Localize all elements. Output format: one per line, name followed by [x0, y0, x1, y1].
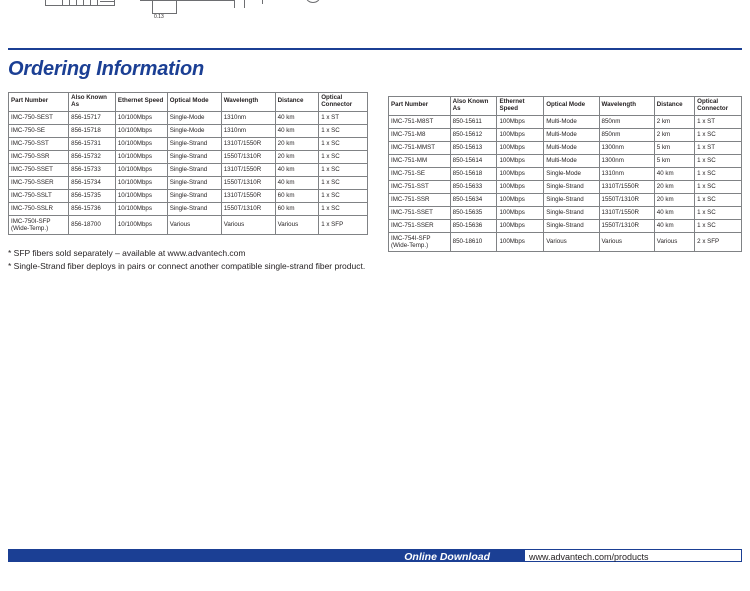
cell-part-number: IMC-751-M8 [389, 128, 451, 141]
cell-optical-mode: Single-Strand [167, 202, 221, 215]
table-row [389, 141, 742, 154]
cell-distance: 60 km [275, 202, 319, 215]
table-row [9, 202, 368, 215]
table-row [389, 219, 742, 232]
table-row [389, 180, 742, 193]
cell-distance: 40 km [275, 111, 319, 124]
cell-optical-mode: Multi-Mode [544, 141, 599, 154]
cell-optical-connector: 1 x SC [695, 167, 742, 180]
cell-ethernet-speed: 100Mbps [497, 154, 544, 167]
cell-part-number: IMC-750-SSLR [9, 202, 69, 215]
table-header-row [389, 97, 742, 116]
column-header-also-known-as: Also Known As [450, 97, 497, 116]
cell-also-known-as: 856-18700 [69, 215, 116, 234]
cell-also-known-as: 850-15634 [450, 193, 497, 206]
section-divider [8, 48, 742, 50]
cell-optical-connector: 1 x SC [319, 189, 368, 202]
cell-ethernet-speed: 100Mbps [497, 206, 544, 219]
cell-also-known-as: 856-15732 [69, 150, 116, 163]
cell-optical-mode: Multi-Mode [544, 115, 599, 128]
cell-distance: 60 km [275, 189, 319, 202]
cell-part-number: IMC-750-SSER [9, 176, 69, 189]
cell-part-number: IMC-751-M8ST [389, 115, 451, 128]
cell-distance: 2 km [654, 128, 694, 141]
cell-also-known-as: 850-15633 [450, 180, 497, 193]
column-header-also-known-as: Also Known As [69, 93, 116, 112]
cell-part-number: IMC-751-SE [389, 167, 451, 180]
cell-part-number: IMC-750-SST [9, 137, 69, 150]
cell-ethernet-speed: 10/100Mbps [115, 189, 167, 202]
cell-also-known-as: 850-15635 [450, 206, 497, 219]
cell-optical-connector: 1 x SC [695, 219, 742, 232]
cell-optical-connector: 1 x SC [695, 193, 742, 206]
drawing-shape [62, 0, 70, 6]
table-row [389, 206, 742, 219]
cell-ethernet-speed: 100Mbps [497, 167, 544, 180]
cell-distance: 20 km [275, 137, 319, 150]
drawing-line [176, 0, 177, 14]
table-row [389, 128, 742, 141]
cell-ethernet-speed: 10/100Mbps [115, 137, 167, 150]
cell-optical-connector: 1 x ST [695, 141, 742, 154]
cell-wavelength: 1550T/1310R [221, 176, 275, 189]
column-header-optical-mode: Optical Mode [167, 93, 221, 112]
drawing-line [140, 0, 235, 1]
cell-distance: Various [654, 232, 694, 251]
column-header-wavelength: Wavelength [599, 97, 654, 116]
cell-optical-connector: 1 x SC [319, 176, 368, 189]
cell-also-known-as: 856-15735 [69, 189, 116, 202]
table-row [9, 189, 368, 202]
cell-wavelength: 1310nm [221, 124, 275, 137]
cell-optical-mode: Single-Strand [544, 206, 599, 219]
cell-wavelength: 1550T/1310R [599, 193, 654, 206]
cell-wavelength: 1310T/1550R [221, 189, 275, 202]
table-row [9, 215, 368, 234]
cell-also-known-as: 856-15717 [69, 111, 116, 124]
cell-also-known-as: 850-15612 [450, 128, 497, 141]
cell-also-known-as: 856-15736 [69, 202, 116, 215]
cell-ethernet-speed: 100Mbps [497, 232, 544, 251]
cell-ethernet-speed: 100Mbps [497, 193, 544, 206]
page-title: Ordering Information [8, 58, 205, 80]
cell-part-number: IMC-751-SST [389, 180, 451, 193]
cell-part-number: IMC-751-MM [389, 154, 451, 167]
cell-wavelength: 1310nm [599, 167, 654, 180]
cell-also-known-as: 850-15614 [450, 154, 497, 167]
cell-optical-mode: Multi-Mode [544, 154, 599, 167]
cell-distance: 2 km [654, 115, 694, 128]
ordering-table-left [8, 92, 368, 235]
drawing-shape [90, 0, 98, 6]
cell-distance: 40 km [275, 124, 319, 137]
cell-distance: 5 km [654, 154, 694, 167]
cell-part-number: IMC-750-SE [9, 124, 69, 137]
cell-ethernet-speed: 10/100Mbps [115, 215, 167, 234]
cell-also-known-as: 856-15734 [69, 176, 116, 189]
cell-wavelength: 1310T/1550R [221, 163, 275, 176]
cell-optical-mode: Single-Strand [167, 150, 221, 163]
cell-distance: Various [275, 215, 319, 234]
ordering-table-right [388, 96, 742, 252]
cell-wavelength: 1550T/1310R [221, 150, 275, 163]
cell-wavelength: 850nm [599, 115, 654, 128]
drawing-line [234, 0, 235, 8]
cell-also-known-as: 856-15718 [69, 124, 116, 137]
cell-ethernet-speed: 100Mbps [497, 141, 544, 154]
cell-ethernet-speed: 100Mbps [497, 219, 544, 232]
cell-optical-connector: 1 x SC [319, 202, 368, 215]
cell-optical-mode: Single-Strand [544, 193, 599, 206]
table-row [9, 111, 368, 124]
cell-optical-mode: Multi-Mode [544, 128, 599, 141]
cell-distance: 40 km [654, 206, 694, 219]
cell-distance: 20 km [654, 193, 694, 206]
cell-optical-connector: 1 x SFP [319, 215, 368, 234]
drawing-shape [76, 0, 84, 6]
cell-optical-mode: Single-Strand [167, 163, 221, 176]
cell-also-known-as: 850-18610 [450, 232, 497, 251]
cell-wavelength: Various [599, 232, 654, 251]
cell-wavelength: 1310nm [221, 111, 275, 124]
cell-optical-connector: 1 x SC [695, 154, 742, 167]
cell-optical-connector: 1 x SC [695, 206, 742, 219]
cell-also-known-as: 850-15636 [450, 219, 497, 232]
cell-ethernet-speed: 10/100Mbps [115, 111, 167, 124]
footer-download-label: Online Download [404, 551, 490, 563]
cell-distance: 40 km [654, 167, 694, 180]
cell-part-number: IMC-751-SSER [389, 219, 451, 232]
cell-wavelength: 1310T/1550R [599, 206, 654, 219]
cell-ethernet-speed: 10/100Mbps [115, 124, 167, 137]
column-header-part-number: Part Number [389, 97, 451, 116]
table-row [389, 193, 742, 206]
table-row [389, 232, 742, 251]
cell-wavelength: 1300nm [599, 141, 654, 154]
table-row [389, 154, 742, 167]
cell-optical-connector: 1 x SC [319, 137, 368, 150]
cell-optical-connector: 1 x SC [695, 180, 742, 193]
cell-wavelength: 1550T/1310R [599, 219, 654, 232]
drawing-line [244, 0, 245, 8]
cell-also-known-as: 850-15618 [450, 167, 497, 180]
cell-also-known-as: 850-15613 [450, 141, 497, 154]
cell-optical-mode: Various [544, 232, 599, 251]
cell-wavelength: 1310T/1550R [221, 137, 275, 150]
cell-ethernet-speed: 10/100Mbps [115, 163, 167, 176]
column-header-ethernet-speed: Ethernet Speed [115, 93, 167, 112]
cell-part-number: IMC-751-SSR [389, 193, 451, 206]
cell-also-known-as: 856-15731 [69, 137, 116, 150]
cell-ethernet-speed: 100Mbps [497, 128, 544, 141]
cell-wavelength: Various [221, 215, 275, 234]
cell-optical-connector: 1 x SC [695, 128, 742, 141]
cell-distance: 5 km [654, 141, 694, 154]
column-header-distance: Distance [654, 97, 694, 116]
dimension-label: 0.13 [154, 14, 164, 20]
column-header-part-number: Part Number [9, 93, 69, 112]
cell-optical-connector: 1 x SC [319, 124, 368, 137]
footer-url-field[interactable]: www.advantech.com/products [524, 549, 742, 562]
cell-ethernet-speed: 10/100Mbps [115, 150, 167, 163]
cell-part-number: IMC-750-SSET [9, 163, 69, 176]
footnotes [8, 247, 378, 274]
table-row [9, 150, 368, 163]
table-header-row [9, 93, 368, 112]
table-row [9, 124, 368, 137]
table-row [9, 137, 368, 150]
cell-optical-connector: 1 x ST [695, 115, 742, 128]
cell-distance: 20 km [275, 150, 319, 163]
cell-optical-mode: Single-Mode [167, 111, 221, 124]
cell-also-known-as: 850-15611 [450, 115, 497, 128]
cell-optical-connector: 2 x SFP [695, 232, 742, 251]
cell-part-number: IMC-750-SEST [9, 111, 69, 124]
cell-optical-mode: Single-Strand [544, 219, 599, 232]
cell-part-number: IMC-750I-SFP (Wide-Temp.) [9, 215, 69, 234]
cell-distance: 40 km [654, 219, 694, 232]
cell-optical-mode: Single-Mode [167, 124, 221, 137]
cell-distance: 40 km [275, 176, 319, 189]
cell-optical-mode: Single-Strand [167, 189, 221, 202]
cell-optical-connector: 1 x SC [319, 150, 368, 163]
cell-wavelength: 1300nm [599, 154, 654, 167]
cell-optical-mode: Various [167, 215, 221, 234]
column-header-wavelength: Wavelength [221, 93, 275, 112]
cell-part-number: IMC-751-MMST [389, 141, 451, 154]
cell-ethernet-speed: 100Mbps [497, 115, 544, 128]
table-row [9, 163, 368, 176]
column-header-optical-connector: Optical Connector [695, 97, 742, 116]
drawing-shape [306, 0, 320, 3]
cell-wavelength: 1310T/1550R [599, 180, 654, 193]
column-header-distance: Distance [275, 93, 319, 112]
drawing-line [262, 0, 263, 4]
cell-wavelength: 850nm [599, 128, 654, 141]
cell-wavelength: 1550T/1310R [221, 202, 275, 215]
cell-part-number: IMC-751-SSET [389, 206, 451, 219]
table-row [389, 115, 742, 128]
cell-ethernet-speed: 10/100Mbps [115, 176, 167, 189]
drawing-line [152, 0, 153, 14]
cell-ethernet-speed: 10/100Mbps [115, 202, 167, 215]
footnote-single-strand: * Single-Strand fiber deploys in pairs or connect another compatible single-strand fiber product. [8, 261, 366, 272]
cell-optical-connector: 1 x SC [319, 163, 368, 176]
column-header-optical-mode: Optical Mode [544, 97, 599, 116]
cell-also-known-as: 856-15733 [69, 163, 116, 176]
table-row [9, 176, 368, 189]
cell-part-number: IMC-750-SSR [9, 150, 69, 163]
cell-optical-connector: 1 x ST [319, 111, 368, 124]
column-header-optical-connector: Optical Connector [319, 93, 368, 112]
cell-optical-mode: Single-Strand [167, 137, 221, 150]
drawing-line [100, 1, 114, 2]
cell-optical-mode: Single-Strand [167, 176, 221, 189]
mechanical-drawing-fragment [0, 0, 750, 40]
cell-ethernet-speed: 100Mbps [497, 180, 544, 193]
column-header-ethernet-speed: Ethernet Speed [497, 97, 544, 116]
cell-distance: 40 km [275, 163, 319, 176]
footnote-sfp: * SFP fibers sold separately – available at www.advantech.com [8, 248, 246, 258]
cell-part-number: IMC-754I-SFP (Wide-Temp.) [389, 232, 451, 251]
cell-optical-mode: Single-Strand [544, 180, 599, 193]
cell-distance: 20 km [654, 180, 694, 193]
table-row [389, 167, 742, 180]
cell-optical-mode: Single-Mode [544, 167, 599, 180]
cell-part-number: IMC-750-SSLT [9, 189, 69, 202]
